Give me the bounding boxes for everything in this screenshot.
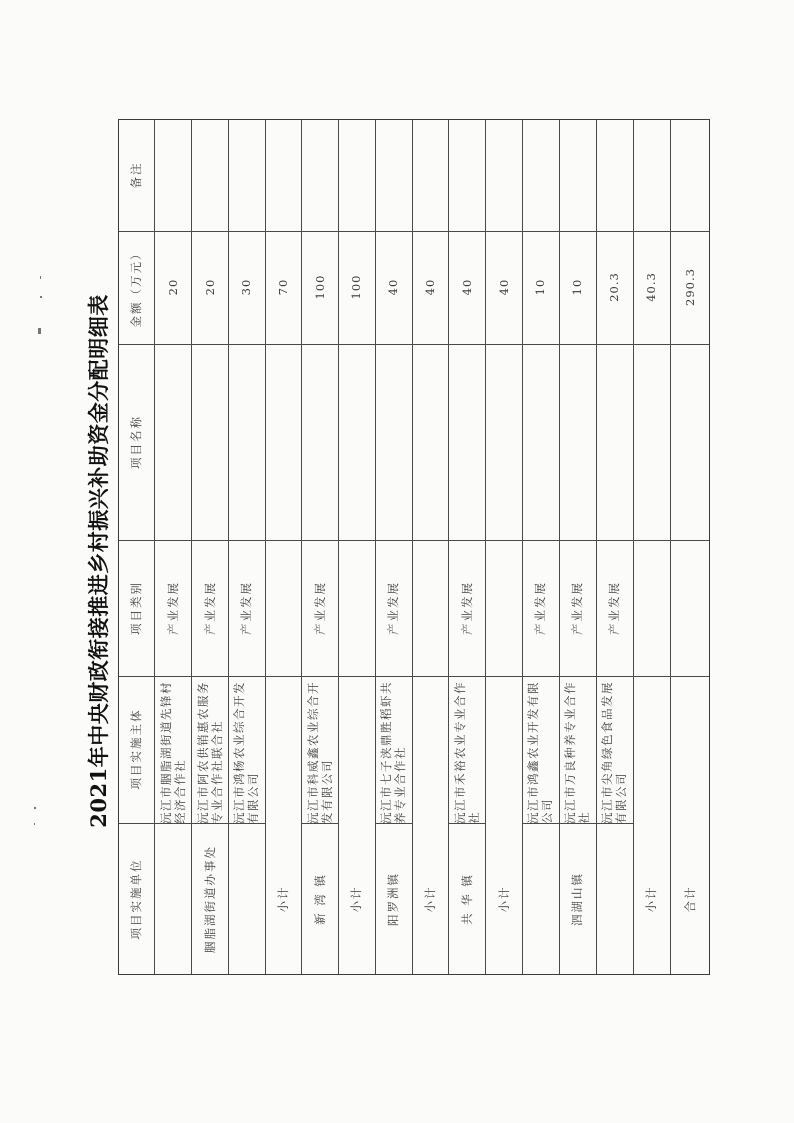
col-line (412, 119, 413, 975)
field-line (118, 344, 710, 345)
col-line (596, 119, 597, 975)
col-line (633, 119, 634, 975)
allocation-table: 备注 金额（万元） 项目名称 项目类别 项目实施主体 项目实施单位 20 产业发展 沅江市胭脂湖街道先锋村经济合作社 20 产业发展 沅江市阿农供销惠农服务专业合作社联合社 30 产业发展 沅江市鸿杨农业综合开发有限公司 胭脂湖街道办事处 70 小计 100 产业发展 沅江市科威鑫农业综合开发有限公司 新 湾 镇 100 小计 40 产业发展 沅江市七子浃鼎胜稻虾共养专业合作社 阳罗洲镇 40 小计 40 产业发展 沅江市禾裕农业专业合作社 共 华 镇 40 小计 10 产业发展 沅江市鸿鑫农业开发有限公司 10 产业发展 沅江市万良种养专业合作社 20.3 产业发展 沅江市尖角绿色食品发展有限公司 泗湖山镇 40.3 小计 290.3 合计 (118, 119, 710, 975)
scan-speck (40, 276, 41, 279)
col-line (301, 119, 302, 975)
col-line (265, 119, 266, 975)
col-line (485, 119, 486, 975)
document-title: 2021年中央财政衔接推进乡村振兴补助资金分配明细表 (86, 294, 111, 828)
field-line (118, 540, 710, 541)
field-line (118, 231, 710, 232)
col-line (448, 119, 449, 975)
col-line (522, 119, 523, 975)
scan-speck (34, 807, 36, 809)
col-line (154, 119, 155, 975)
col-line (228, 119, 229, 975)
scan-speck (38, 328, 41, 334)
col-line (670, 119, 671, 975)
col-line (375, 119, 376, 975)
col-line (559, 119, 560, 975)
col-line (338, 119, 339, 975)
scan-speck (40, 296, 42, 298)
col-line (191, 119, 192, 975)
scan-speck (34, 823, 35, 825)
